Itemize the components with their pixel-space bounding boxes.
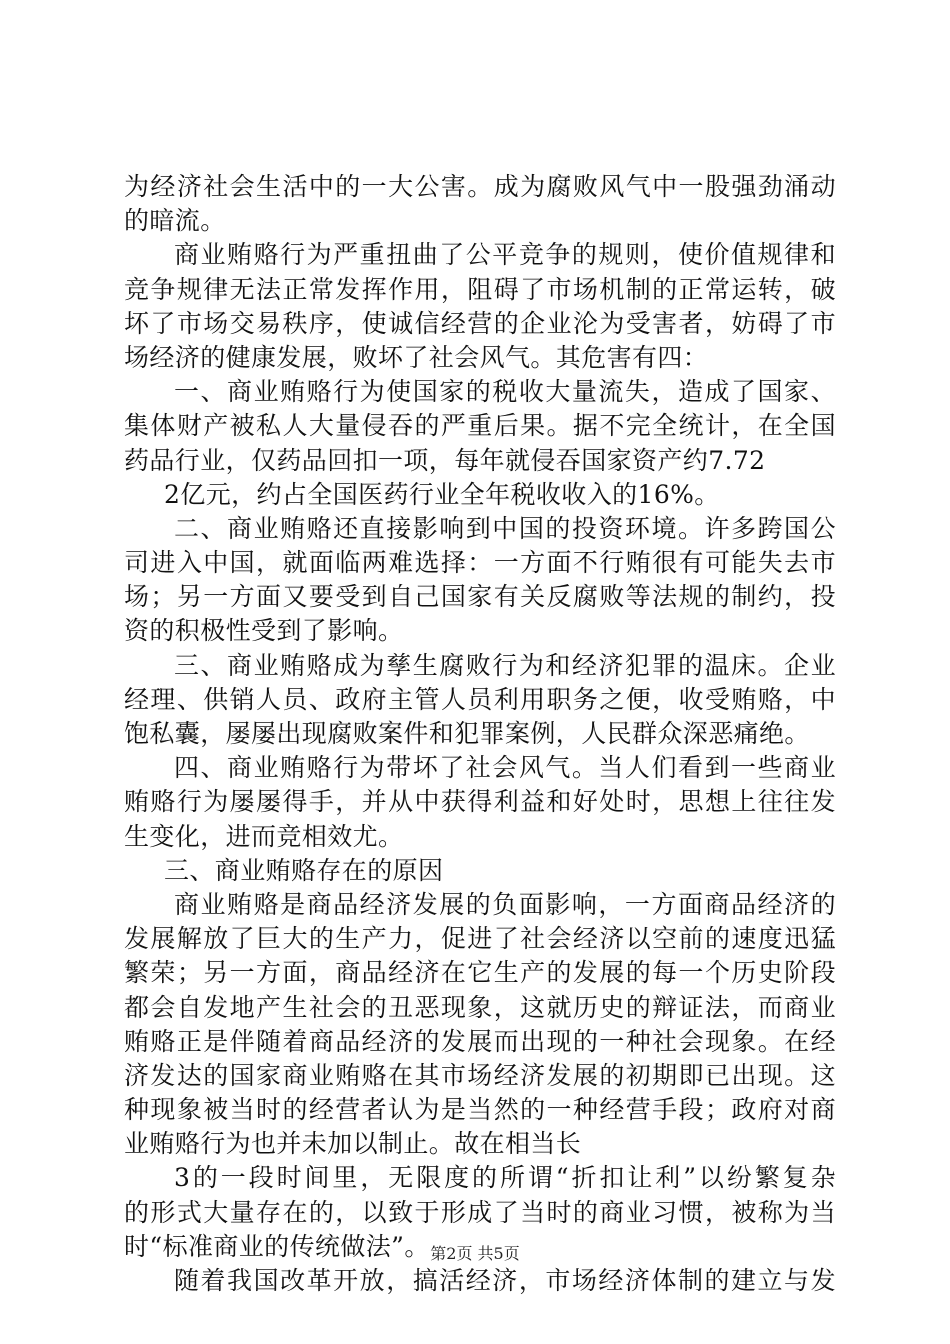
text-line: 三、商业贿赂成为孳生腐败行为和经济犯罪的温床。企业 (174, 650, 836, 680)
text-line: 四、商业贿赂行为带坏了社会风气。当人们看到一些商业 (174, 753, 836, 783)
text-line: 竞争规律无法正常发挥作用，阻碍了市场机制的正常运转，破 (124, 274, 836, 304)
page-number-label: 第2页 共5页 (430, 1244, 520, 1263)
text-line: 商业贿赂行为严重扭曲了公平竞争的规则，使价值规律和 (174, 240, 836, 270)
text-line: 3的一段时间里，无限度的所谓“折扣让利”以纷繁复杂 (174, 1163, 836, 1193)
text-line: 经理、供销人员、政府主管人员利用职务之便，收受贿赂，中 (124, 684, 836, 714)
text-line: 司进入中国，就面临两难选择：一方面不行贿很有可能失去市 (124, 548, 836, 578)
text-line: 都会自发地产生社会的丑恶现象，这就历史的辩证法，而商业 (124, 992, 836, 1022)
text-line: 繁荣；另一方面，商品经济在它生产的发展的每一个历史阶段 (124, 958, 836, 988)
text-line: 贿赂正是伴随着商品经济的发展而出现的一种社会现象。在经 (124, 1026, 836, 1056)
text-line: 二、商业贿赂还直接影响到中国的投资环境。许多跨国公 (174, 513, 836, 543)
text-line: 集体财产被私人大量侵吞的严重后果。据不完全统计，在全国 (124, 411, 836, 441)
text-line: 的形式大量存在的，以致于形成了当时的商业习惯，被称为当 (124, 1197, 836, 1227)
text-line: 种现象被当时的经营者认为是当然的一种经营手段；政府对商 (124, 1095, 836, 1125)
text-line: 的暗流。 (124, 206, 226, 236)
text-line: 为经济社会生活中的一大公害。成为腐败风气中一股强劲涌动 (124, 172, 836, 201)
text-line: 济发达的国家商业贿赂在其市场经济发展的初期即已出现。这 (124, 1060, 836, 1090)
text-line: 2亿元，约占全国医药行业全年税收收入的16%。 (164, 479, 720, 509)
text-line: 发展解放了巨大的生产力，促进了社会经济以空前的速度迅猛 (124, 924, 836, 954)
text-line: 时“标准商业的传统做法”。 (124, 1231, 430, 1261)
document-body (124, 170, 836, 1298)
text-line: 业贿赂行为也并未加以制止。故在相当长 (124, 1129, 582, 1159)
text-line: 生变化，进而竞相效尤。 (124, 821, 404, 851)
text-line: 饱私囊，屡屡出现腐败案件和犯罪案例，人民群众深恶痛绝。 (124, 719, 810, 748)
text-line: 商业贿赂是商品经济发展的负面影响，一方面商品经济的 (174, 889, 836, 919)
text-line: 一、商业贿赂行为使国家的税收大量流失，造成了国家、 (174, 377, 836, 407)
text-line: 场经济的健康发展，败坏了社会风气。其危害有四： (124, 342, 709, 372)
text-line: 随着我国改革开放，搞活经济，市场经济体制的建立与发 (174, 1266, 836, 1295)
text-line: 资的积极性受到了影响。 (124, 616, 404, 646)
text-line: 药品行业，仅药品回扣一项，每年就侵吞国家资产约7.72 (124, 445, 766, 475)
text-line: 贿赂行为屡屡得手，并从中获得利益和好处时，思想上往往发 (124, 787, 836, 817)
page-footer (0, 1244, 950, 1264)
text-line: 三、商业贿赂存在的原因 (164, 855, 444, 885)
text-line: 场；另一方面又要受到自己国家有关反腐败等法规的制约，投 (124, 582, 836, 612)
text-line: 坏了市场交易秩序，使诚信经营的企业沦为受害者，妨碍了市 (124, 308, 836, 338)
